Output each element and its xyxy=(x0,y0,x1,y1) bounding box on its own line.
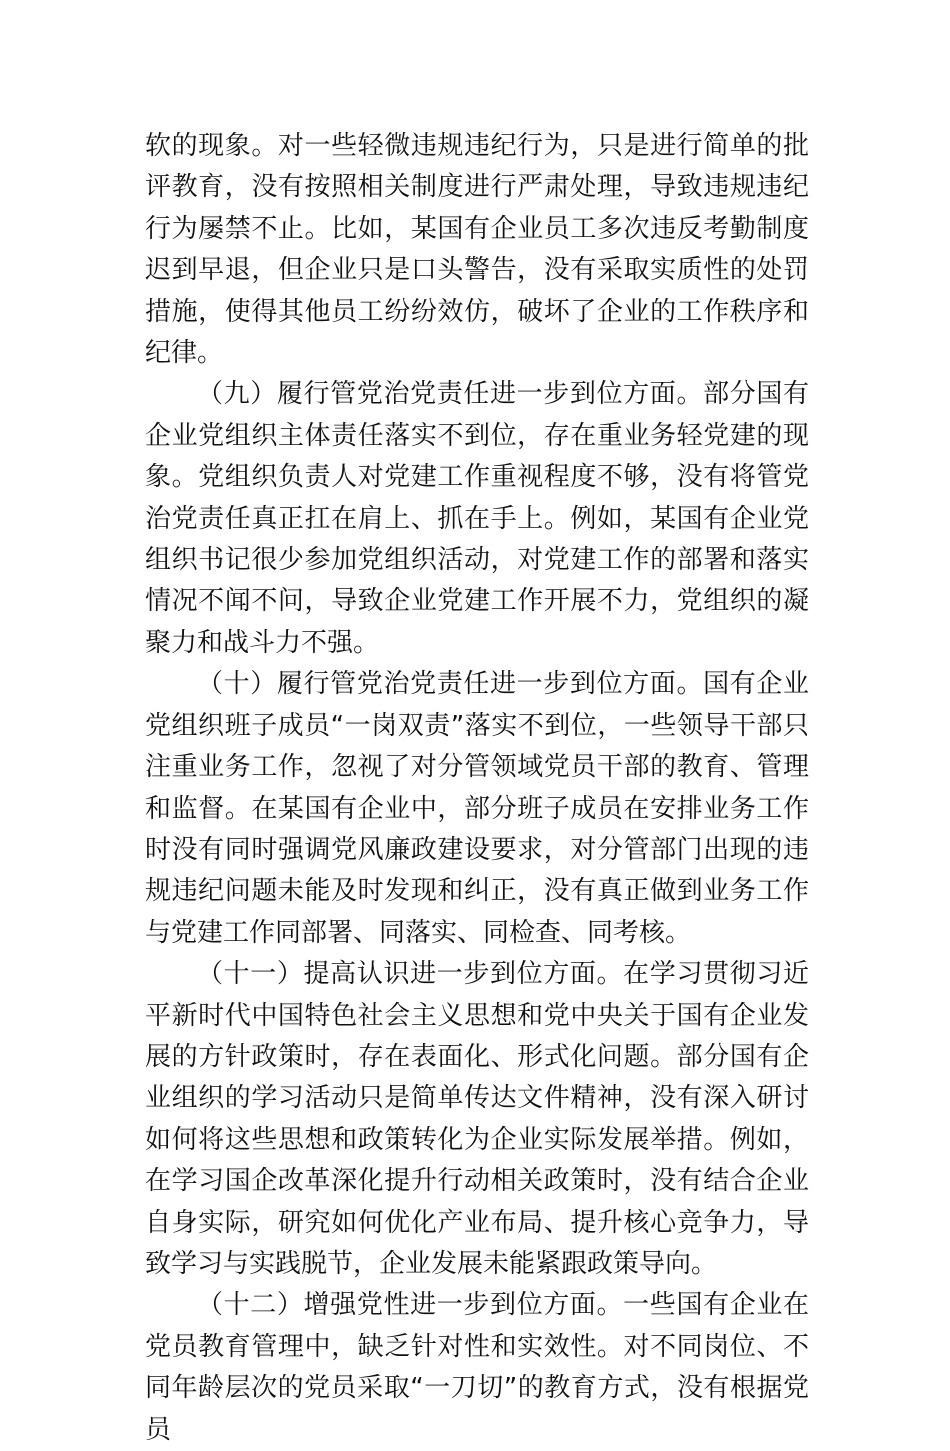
paragraph-11: （十一）提高认识进一步到位方面。在学习贯彻习近平新时代中国特色社会主义思想和党中央关于国有企业发展的方针政策时，存在表面化、形式化问题。部分国有企业组织的学习活动只是简单传达文件精神，没有深入研讨如何将这些思想和政策转化为企业实际发展举措。例如，在学习国企改革深化提升行动相关政策时，没有结合企业自身实际，研究如何优化产业布局、提升核心竞争力，导致学习与实践脱节，企业发展未能紧跟政策导向。 xyxy=(145,959,809,1279)
paragraph-10: （十）履行管党治党责任进一步到位方面。国有企业党组织班子成员“一岗双责”落实不到位，一些领导干部只注重业务工作，忽视了对分管领域党员干部的教育、管理和监督。在某国有企业中，部分班子成员在安排业务工作时没有同时强调党风廉政建设要求，对分管部门出现的违规违纪问题未能及时发现和纠正，没有真正做到业务工作与党建工作同部署、同落实、同检查、同考核。 xyxy=(145,669,809,948)
paragraph-continuation: 软的现象。对一些轻微违规违纪行为，只是进行简单的批评教育，没有按照相关制度进行严肃处理，导致违规违纪行为屡禁不止。比如，某国有企业员工多次违反考勤制度迟到早退，但企业只是口头警告，没有采取实质性的处罚措施，使得其他员工纷纷效仿，破坏了企业的工作秩序和纪律。 xyxy=(145,131,809,369)
document-body xyxy=(145,126,809,1451)
paragraph-9: （九）履行管党治党责任进一步到位方面。部分国有企业党组织主体责任落实不到位，存在重业务轻党建的现象。党组织负责人对党建工作重视程度不够，没有将管党治党责任真正扛在肩上、抓在手上。例如，某国有企业党组织书记很少参加党组织活动，对党建工作的部署和落实情况不闻不问，导致企业党建工作开展不力，党组织的凝聚力和战斗力不强。 xyxy=(145,379,809,658)
paragraph-12: （十二）增强党性进一步到位方面。一些国有企业在党员教育管理中，缺乏针对性和实效性。对不同岗位、不同年龄层次的党员采取“一刀切”的教育方式，没有根据党员 xyxy=(145,1290,809,1445)
